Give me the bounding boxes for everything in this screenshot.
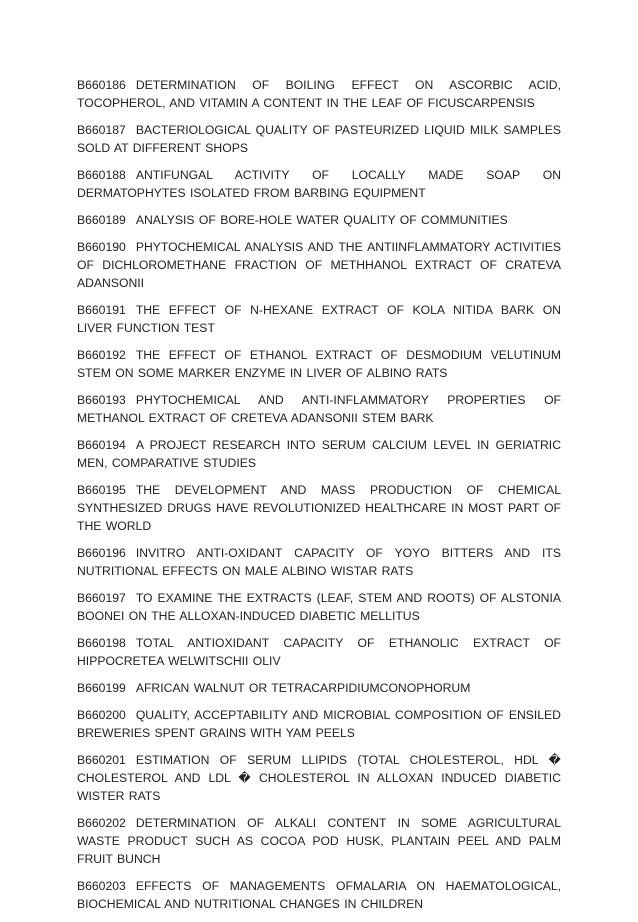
list-item [77, 391, 561, 427]
entry-title: BACTERIOLOGICAL QUALITY OF PASTEURIZED LIQUID MILK SAMPLES SOLD AT DIFFERENT SHOPS [77, 123, 561, 155]
entry-code: B660187 [77, 123, 126, 137]
entry-code: B660201 [77, 753, 126, 767]
list-item [77, 238, 561, 292]
entry-title: DETERMINATION OF BOILING EFFECT ON ASCORBIC ACID, TOCOPHEROL, AND VITAMIN A CONTENT IN THE LEAF OF FICUSCARPENSIS [77, 78, 561, 110]
entry-code: B660195 [77, 483, 126, 497]
entry-title: AFRICAN WALNUT OR TETRACARPIDIUMCONOPHORUM [135, 681, 471, 695]
list-item [77, 301, 561, 337]
entry-title: THE EFFECT OF N-HEXANE EXTRACT OF KOLA NITIDA BARK ON LIVER FUNCTION TEST [77, 303, 561, 335]
entry-code: B660196 [77, 546, 126, 560]
list-item [77, 751, 561, 805]
document-page [77, 76, 561, 922]
entry-title: ANTIFUNGAL ACTIVITY OF LOCALLY MADE SOAP ON DERMATOPHYTES ISOLATED FROM BARBING EQUIPMENT [77, 168, 561, 200]
entry-code: B660203 [77, 879, 126, 893]
entry-title: THE EFFECT OF ETHANOL EXTRACT OF DESMODIUM VELUTINUM STEM ON SOME MARKER ENZYME IN LIVER OF ALBINO RATS [77, 348, 561, 380]
entry-code: B660189 [77, 213, 126, 227]
entry-code: B660186 [77, 78, 126, 92]
entry-title: TO EXAMINE THE EXTRACTS (LEAF, STEM AND ROOTS) OF ALSTONIA BOONEI ON THE ALLOXAN-INDUCED DIABETIC MELLITUS [77, 591, 561, 623]
entry-title: ESTIMATION OF SERUM LLIPIDS (TOTAL CHOLESTEROL, HDL � CHOLESTEROL AND LDL � CHOLESTEROL IN ALLOXAN INDUCED DIABETIC WISTER RATS [77, 753, 561, 803]
list-item [77, 481, 561, 535]
list-item [77, 121, 561, 157]
entry-title: THE DEVELOPMENT AND MASS PRODUCTION OF CHEMICAL SYNTHESIZED DRUGS HAVE REVOLUTIONIZED HEALTHCARE IN MOST PART OF THE WORLD [77, 483, 561, 533]
entry-title: TOTAL ANTIOXIDANT CAPACITY OF ETHANOLIC EXTRACT OF HIPPOCRETEA WELWITSCHII OLIV [77, 636, 561, 668]
list-item [77, 76, 561, 112]
entry-title: PHYTOCHEMICAL ANALYSIS AND THE ANTIINFLAMMATORY ACTIVITIES OF DICHLOROMETHANE FRACTION OF METHHANOL EXTRACT OF CRATEVA ADANSONII [77, 240, 561, 290]
entry-code: B660202 [77, 816, 126, 830]
entry-title: A PROJECT RESEARCH INTO SERUM CALCIUM LEVEL IN GERIATRIC MEN, COMPARATIVE STUDIES [77, 438, 561, 470]
list-item [77, 679, 561, 697]
entry-code: B660191 [77, 303, 126, 317]
entry-title: PHYTOCHEMICAL AND ANTI-INFLAMMATORY PROPERTIES OF METHANOL EXTRACT OF CRETEVA ADANSONII STEM BARK [77, 393, 561, 425]
list-item [77, 211, 561, 229]
entry-title: EFFECTS OF MANAGEMENTS OFMALARIA ON HAEMATOLOGICAL, BIOCHEMICAL AND NUTRITIONAL CHANGES IN CHILDREN [77, 879, 561, 911]
entry-code: B660194 [77, 438, 126, 452]
entry-code: B660192 [77, 348, 126, 362]
list-item [77, 436, 561, 472]
list-item [77, 877, 561, 913]
entry-title: INVITRO ANTI-OXIDANT CAPACITY OF YOYO BITTERS AND ITS NUTRITIONAL EFFECTS ON MALE ALBINO WISTAR RATS [77, 546, 561, 578]
entry-code: B660190 [77, 240, 126, 254]
entry-code: B660197 [77, 591, 126, 605]
entry-code: B660198 [77, 636, 126, 650]
list-item [77, 814, 561, 868]
list-item [77, 589, 561, 625]
entry-code: B660193 [77, 393, 126, 407]
entry-title: QUALITY, ACCEPTABILITY AND MICROBIAL COMPOSITION OF ENSILED BREWERIES SPENT GRAINS WITH YAM PEELS [77, 708, 561, 740]
list-item [77, 544, 561, 580]
list-item [77, 706, 561, 742]
list-item [77, 346, 561, 382]
list-item [77, 634, 561, 670]
list-item [77, 166, 561, 202]
entry-code: B660200 [77, 708, 126, 722]
entry-code: B660188 [77, 168, 126, 182]
entry-code: B660199 [77, 681, 126, 695]
entry-title: DETERMINATION OF ALKALI CONTENT IN SOME AGRICULTURAL WASTE PRODUCT SUCH AS COCOA POD HUSK, PLANTAIN PEEL AND PALM FRUIT BUNCH [77, 816, 561, 866]
entry-title: ANALYSIS OF BORE-HOLE WATER QUALITY OF COMMUNITIES [135, 213, 508, 227]
